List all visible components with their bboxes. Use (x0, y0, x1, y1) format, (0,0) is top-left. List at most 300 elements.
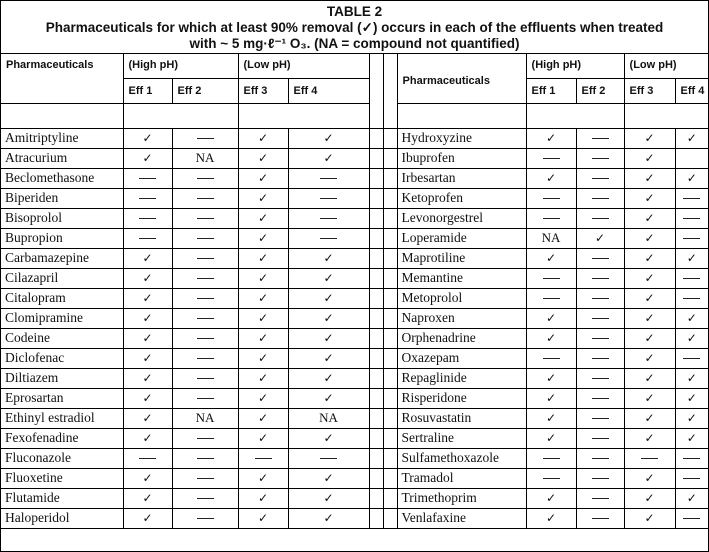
cell-right-eff4 (675, 308, 708, 328)
dash-mark (683, 478, 700, 479)
dash-mark (255, 458, 272, 459)
cell-left-eff3 (238, 288, 288, 308)
check-mark-icon: ✓ (546, 371, 557, 385)
cell-left-eff2 (172, 448, 238, 468)
cell-right-eff2 (576, 488, 624, 508)
cell-left-eff1 (123, 428, 172, 448)
check-mark-icon: ✓ (142, 151, 153, 165)
pharmaceutical-name-right: Rosuvastatin (397, 408, 526, 428)
cell-right-eff3 (624, 188, 675, 208)
dash-mark (543, 478, 560, 479)
separator-cell (369, 168, 383, 188)
cell-right-eff2 (576, 148, 624, 168)
pharmaceutical-name-left: Bupropion (1, 228, 123, 248)
cell-left-eff1 (123, 168, 172, 188)
separator-cell (369, 248, 383, 268)
check-mark-icon: ✓ (142, 351, 153, 365)
cell-right-eff3 (624, 148, 675, 168)
cell-right-eff3 (624, 328, 675, 348)
cell-right-eff2 (576, 308, 624, 328)
check-mark-icon: ✓ (686, 431, 697, 445)
separator-cell (383, 348, 397, 368)
check-mark-icon: ✓ (323, 271, 334, 285)
check-mark-icon: ✓ (257, 331, 269, 345)
separator-cell (369, 408, 383, 428)
cell-right-eff4 (675, 368, 708, 388)
check-mark-icon: ✓ (323, 431, 334, 445)
check-mark-icon: ✓ (142, 391, 153, 405)
check-mark-icon: ✓ (546, 491, 557, 505)
cell-right-eff2 (576, 408, 624, 428)
dash-mark (197, 498, 214, 499)
table-row (1, 288, 708, 308)
table-caption (1, 1, 708, 54)
check-mark-icon: ✓ (644, 431, 655, 445)
cell-left-eff4 (288, 168, 369, 188)
cell-left-eff2 (172, 408, 238, 428)
cell-left-eff2 (172, 148, 238, 168)
cell-right-eff1 (526, 408, 576, 428)
pharmaceutical-name-left: Biperiden (1, 188, 123, 208)
cell-right-eff4 (675, 288, 708, 308)
cell-left-eff4 (288, 408, 369, 428)
na-mark: NA (195, 410, 215, 425)
cell-right-eff3 (624, 308, 675, 328)
cell-right-eff3 (624, 388, 675, 408)
dash-mark (592, 338, 609, 339)
pharmaceutical-name-left: Citalopram (1, 288, 123, 308)
cell-right-eff3 (624, 368, 675, 388)
pharmaceutical-name-left: Fluoxetine (1, 468, 123, 488)
cell-left-eff2 (172, 468, 238, 488)
header-pharmaceuticals-right: Pharmaceuticals (397, 54, 526, 103)
cell-left-eff1 (123, 228, 172, 248)
cell-right-eff2 (576, 188, 624, 208)
dash-mark (592, 438, 609, 439)
cell-left-eff2 (172, 348, 238, 368)
cell-left-eff3 (238, 208, 288, 228)
separator-cell (383, 508, 397, 528)
cell-right-eff3 (624, 208, 675, 228)
cell-right-eff3 (624, 488, 675, 508)
na-mark: NA (195, 150, 215, 165)
dash-mark (592, 418, 609, 419)
dash-mark (683, 298, 700, 299)
cell-left-eff4 (288, 128, 369, 148)
cell-right-eff1 (526, 288, 576, 308)
table-subtitle-line2: with ~ 5 mg·ℓ⁻¹ O₃. (NA = compound not quantified) (189, 36, 520, 51)
check-mark-icon: ✓ (323, 331, 334, 345)
header-low-ph-left: (Low pH) (238, 54, 369, 78)
dash-mark (197, 138, 214, 139)
cell-right-eff3 (624, 508, 675, 528)
check-mark-icon: ✓ (323, 391, 334, 405)
dash-mark (320, 198, 337, 199)
dash-mark (543, 298, 560, 299)
cell-right-eff2 (576, 128, 624, 148)
dash-mark (592, 198, 609, 199)
cell-left-eff4 (288, 348, 369, 368)
dash-mark (592, 458, 609, 459)
cell-left-eff2 (172, 228, 238, 248)
cell-left-eff1 (123, 388, 172, 408)
pharmaceutical-name-left: Carbamazepine (1, 248, 123, 268)
pharmaceutical-name-right: Venlafaxine (397, 508, 526, 528)
cell-right-eff2 (576, 468, 624, 488)
cell-left-eff3 (238, 348, 288, 368)
table-subtitle-line1: Pharmaceuticals for which at least 90% removal (✓) occurs in each of the effluents when treated (45, 20, 664, 35)
check-mark-icon: ✓ (644, 491, 655, 505)
pharmaceutical-name-left: Eprosartan (1, 388, 123, 408)
check-mark-icon: ✓ (644, 371, 655, 385)
check-mark-icon: ✓ (546, 251, 557, 265)
cell-left-eff1 (123, 408, 172, 428)
cell-left-eff1 (123, 468, 172, 488)
dash-mark (592, 278, 609, 279)
check-mark-icon: ✓ (644, 171, 655, 185)
header-eff4-right: Eff 4 (675, 78, 708, 103)
cell-left-eff3 (238, 388, 288, 408)
separator-cell (369, 368, 383, 388)
dash-mark (197, 398, 214, 399)
separator-cell (383, 448, 397, 468)
check-mark-icon: ✓ (257, 131, 269, 145)
check-mark-icon: ✓ (644, 151, 655, 165)
cell-left-eff3 (238, 188, 288, 208)
cell-right-eff2 (576, 508, 624, 528)
pharmaceutical-name-left: Beclomethasone (1, 168, 123, 188)
check-mark-icon: ✓ (257, 171, 269, 185)
cell-right-eff2 (576, 268, 624, 288)
check-mark-icon: ✓ (644, 271, 655, 285)
dash-mark (197, 438, 214, 439)
cell-left-eff3 (238, 228, 288, 248)
check-mark-icon: ✓ (546, 411, 557, 425)
cell-left-eff3 (238, 328, 288, 348)
cell-right-eff4 (675, 248, 708, 268)
pharmaceutical-name-right: Irbesartan (397, 168, 526, 188)
separator-cell (369, 308, 383, 328)
check-mark-icon: ✓ (257, 231, 269, 245)
pharmaceutical-name-right: Repaglinide (397, 368, 526, 388)
dash-mark (592, 178, 609, 179)
spacer-cell-right-high (526, 103, 624, 128)
pharmaceutical-name-right: Ibuprofen (397, 148, 526, 168)
check-mark-icon: ✓ (323, 351, 334, 365)
dash-mark (197, 478, 214, 479)
pharmaceutical-name-right: Oxazepam (397, 348, 526, 368)
dash-mark (139, 458, 156, 459)
cell-left-eff4 (288, 428, 369, 448)
header-eff4-left: Eff 4 (288, 78, 369, 103)
table-row (1, 248, 708, 268)
separator-cell (369, 148, 383, 168)
check-mark-icon: ✓ (257, 251, 269, 265)
cell-left-eff1 (123, 448, 172, 468)
header-eff2-right: Eff 2 (576, 78, 624, 103)
separator-cell (369, 128, 383, 148)
separator-cell (383, 128, 397, 148)
cell-right-eff4 (675, 148, 708, 168)
cell-left-eff3 (238, 508, 288, 528)
check-mark-icon: ✓ (257, 271, 269, 285)
cell-left-eff1 (123, 148, 172, 168)
cell-right-eff4 (675, 408, 708, 428)
pharmaceutical-name-right: Ketoprofen (397, 188, 526, 208)
dash-mark (592, 358, 609, 359)
check-mark-icon: ✓ (686, 331, 697, 345)
separator-column-a (369, 54, 383, 128)
table-row (1, 468, 708, 488)
cell-right-eff3 (624, 448, 675, 468)
cell-right-eff4 (675, 488, 708, 508)
check-mark-icon: ✓ (686, 411, 697, 425)
table-row (1, 388, 708, 408)
pharmaceutical-name-left: Flutamide (1, 488, 123, 508)
cell-right-eff1 (526, 268, 576, 288)
cell-right-eff2 (576, 328, 624, 348)
spacer-cell-right-low (624, 103, 708, 128)
cell-right-eff4 (675, 468, 708, 488)
table-row (1, 148, 708, 168)
separator-cell (383, 228, 397, 248)
spacer-cell-left-high (123, 103, 238, 128)
check-mark-icon: ✓ (644, 391, 655, 405)
cell-left-eff1 (123, 508, 172, 528)
cell-right-eff4 (675, 328, 708, 348)
check-mark-icon: ✓ (546, 331, 557, 345)
header-high-ph-right: (High pH) (526, 54, 624, 78)
check-mark-icon: ✓ (257, 211, 269, 225)
cell-right-eff1 (526, 348, 576, 368)
blank-spacer-row (1, 103, 708, 128)
dash-mark (592, 478, 609, 479)
cell-left-eff2 (172, 368, 238, 388)
dash-mark (592, 138, 609, 139)
cell-left-eff3 (238, 368, 288, 388)
dash-mark (592, 258, 609, 259)
check-mark-icon: ✓ (257, 511, 269, 525)
cell-left-eff2 (172, 308, 238, 328)
check-mark-icon: ✓ (257, 431, 269, 445)
separator-cell (383, 268, 397, 288)
dash-mark (139, 218, 156, 219)
check-mark-icon: ✓ (644, 351, 655, 365)
table-row (1, 328, 708, 348)
cell-right-eff4 (675, 388, 708, 408)
header-eff3-right: Eff 3 (624, 78, 675, 103)
cell-right-eff2 (576, 288, 624, 308)
cell-left-eff1 (123, 268, 172, 288)
dash-mark (683, 518, 700, 519)
check-mark-icon: ✓ (257, 291, 269, 305)
separator-cell (383, 148, 397, 168)
check-mark-icon: ✓ (257, 491, 269, 505)
cell-right-eff4 (675, 508, 708, 528)
check-mark-icon: ✓ (644, 311, 655, 325)
cell-right-eff2 (576, 208, 624, 228)
pharmaceutical-name-right: Naproxen (397, 308, 526, 328)
cell-right-eff3 (624, 428, 675, 448)
pharmaceutical-name-left: Clomipramine (1, 308, 123, 328)
check-mark-icon: ✓ (323, 291, 334, 305)
separator-cell (369, 188, 383, 208)
header-row-groups (1, 54, 708, 78)
check-mark-icon: ✓ (323, 471, 334, 485)
dash-mark (543, 158, 560, 159)
check-mark-icon: ✓ (257, 311, 269, 325)
dash-mark (197, 258, 214, 259)
header-eff1-right: Eff 1 (526, 78, 576, 103)
cell-left-eff3 (238, 428, 288, 448)
separator-cell (369, 348, 383, 368)
cell-right-eff1 (526, 188, 576, 208)
cell-right-eff4 (675, 208, 708, 228)
cell-left-eff2 (172, 328, 238, 348)
cell-left-eff2 (172, 508, 238, 528)
pharmaceutical-name-left: Diclofenac (1, 348, 123, 368)
separator-cell (383, 168, 397, 188)
cell-left-eff1 (123, 288, 172, 308)
pharmaceutical-name-right: Memantine (397, 268, 526, 288)
check-mark-icon: ✓ (546, 511, 557, 525)
cell-right-eff3 (624, 408, 675, 428)
cell-right-eff2 (576, 228, 624, 248)
separator-cell (369, 268, 383, 288)
check-mark-icon: ✓ (257, 471, 269, 485)
check-mark-icon: ✓ (686, 311, 697, 325)
check-mark-icon: ✓ (686, 391, 697, 405)
dash-mark (543, 458, 560, 459)
cell-right-eff1 (526, 468, 576, 488)
separator-cell (383, 488, 397, 508)
check-mark-icon: ✓ (142, 271, 153, 285)
cell-right-eff2 (576, 248, 624, 268)
cell-left-eff2 (172, 188, 238, 208)
separator-cell (383, 368, 397, 388)
dash-mark (197, 318, 214, 319)
cell-left-eff3 (238, 408, 288, 428)
pharmaceutical-name-left: Ethinyl estradiol (1, 408, 123, 428)
check-mark-icon: ✓ (546, 311, 557, 325)
cell-right-eff1 (526, 308, 576, 328)
separator-cell (369, 448, 383, 468)
check-mark-icon: ✓ (686, 131, 697, 145)
cell-left-eff1 (123, 208, 172, 228)
dash-mark (543, 358, 560, 359)
separator-cell (383, 468, 397, 488)
cell-right-eff2 (576, 168, 624, 188)
cell-right-eff3 (624, 128, 675, 148)
cell-right-eff1 (526, 248, 576, 268)
check-mark-icon: ✓ (686, 371, 697, 385)
table-row (1, 308, 708, 328)
dash-mark (543, 198, 560, 199)
dash-mark (197, 518, 214, 519)
check-mark-icon: ✓ (257, 371, 269, 385)
check-mark-icon: ✓ (644, 511, 655, 525)
cell-left-eff2 (172, 388, 238, 408)
check-mark-icon: ✓ (142, 371, 153, 385)
table-row (1, 428, 708, 448)
pharmaceutical-name-right: Sertraline (397, 428, 526, 448)
cell-left-eff1 (123, 488, 172, 508)
separator-cell (383, 188, 397, 208)
dash-mark (683, 238, 700, 239)
pharmaceutical-name-left: Haloperidol (1, 508, 123, 528)
cell-left-eff2 (172, 248, 238, 268)
cell-right-eff4 (675, 228, 708, 248)
separator-column-b (383, 54, 397, 128)
cell-left-eff4 (288, 388, 369, 408)
cell-right-eff1 (526, 388, 576, 408)
cell-left-eff2 (172, 268, 238, 288)
dash-mark (197, 198, 214, 199)
table-row (1, 508, 708, 528)
table-row (1, 168, 708, 188)
cell-left-eff2 (172, 168, 238, 188)
na-mark: NA (541, 230, 561, 245)
cell-left-eff1 (123, 248, 172, 268)
cell-right-eff2 (576, 348, 624, 368)
separator-cell (383, 408, 397, 428)
cell-left-eff4 (288, 508, 369, 528)
cell-left-eff3 (238, 268, 288, 288)
check-mark-icon: ✓ (257, 151, 269, 165)
check-mark-icon: ✓ (644, 211, 655, 225)
table-row (1, 408, 708, 428)
pharmaceutical-name-right: Trimethoprim (397, 488, 526, 508)
separator-cell (383, 328, 397, 348)
check-mark-icon: ✓ (546, 431, 557, 445)
cell-left-eff2 (172, 428, 238, 448)
dash-mark (592, 398, 609, 399)
cell-right-eff3 (624, 468, 675, 488)
cell-left-eff4 (288, 188, 369, 208)
check-mark-icon: ✓ (142, 411, 153, 425)
table-row (1, 208, 708, 228)
table-row (1, 188, 708, 208)
cell-right-eff1 (526, 128, 576, 148)
check-mark-icon: ✓ (257, 391, 269, 405)
check-mark-icon: ✓ (142, 311, 153, 325)
separator-cell (383, 288, 397, 308)
dash-mark (197, 278, 214, 279)
check-mark-icon: ✓ (323, 131, 334, 145)
check-mark-icon: ✓ (644, 191, 655, 205)
separator-cell (383, 388, 397, 408)
pharmaceutical-name-left: Fluconazole (1, 448, 123, 468)
dash-mark (543, 218, 560, 219)
dash-mark (197, 338, 214, 339)
pharmaceutical-name-left: Fexofenadine (1, 428, 123, 448)
separator-cell (383, 248, 397, 268)
table-row (1, 268, 708, 288)
pharmaceutical-name-right: Metoprolol (397, 288, 526, 308)
check-mark-icon: ✓ (142, 331, 153, 345)
separator-cell (369, 288, 383, 308)
spacer-cell-right-name (397, 103, 526, 128)
separator-cell (369, 508, 383, 528)
cell-left-eff1 (123, 128, 172, 148)
cell-left-eff3 (238, 468, 288, 488)
dash-mark (592, 518, 609, 519)
cell-right-eff2 (576, 368, 624, 388)
check-mark-icon: ✓ (686, 171, 697, 185)
dash-mark (592, 218, 609, 219)
cell-right-eff1 (526, 448, 576, 468)
spacer-cell-left-low (238, 103, 369, 128)
